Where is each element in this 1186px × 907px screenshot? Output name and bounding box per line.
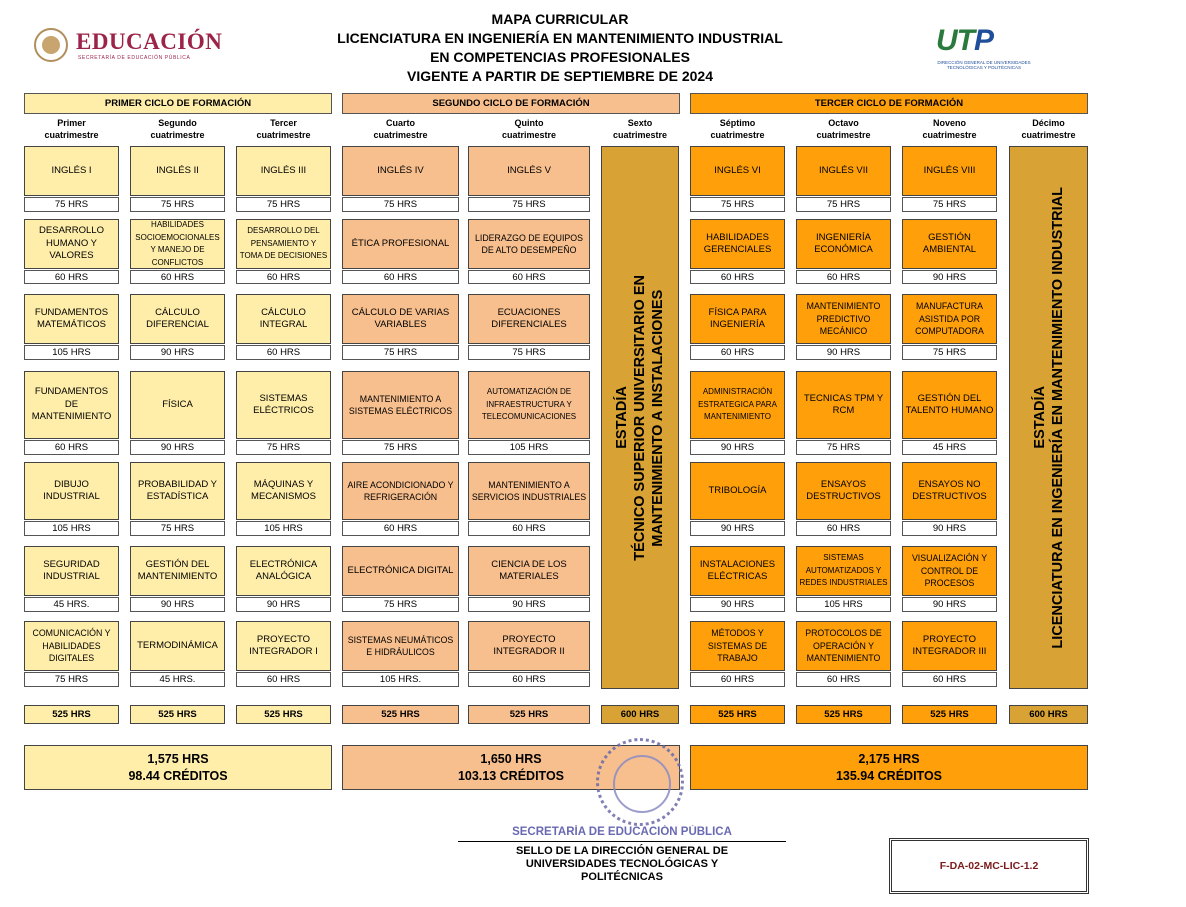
quarter-word: cuatrimestre: [816, 130, 871, 140]
summary-hours-3: 2,175 HRS: [858, 751, 920, 766]
subject-hours: 75 HRS: [236, 197, 331, 212]
subject-hours: 105 HRS: [236, 521, 331, 536]
internship-tsu-line-1: ESTADÍA: [614, 386, 630, 449]
subject-hours: 60 HRS: [236, 345, 331, 360]
internship-tsu: [601, 146, 679, 689]
subject-cell: PROBABILIDAD Y ESTADÍSTICA: [130, 462, 225, 520]
subject-cell: PROTOCOLOS DE OPERACIÓN Y MANTENIMIENTO: [796, 621, 891, 671]
subject-hours: 105 HRS.: [342, 672, 459, 687]
subject-cell: DESARROLLO HUMANO Y VALORES: [24, 219, 119, 269]
subject-cell: AUTOMATIZACIÓN DE INFRAESTRUCTURA Y TELECOMUNICACIONES: [468, 371, 590, 439]
subject-hours: 90 HRS: [236, 597, 331, 612]
subject-cell: INGENIERÍA ECONÓMICA: [796, 219, 891, 269]
quarter-word: cuatrimestre: [922, 130, 977, 140]
subject-cell: INGLÉS II: [130, 146, 225, 196]
quarter-ordinal: Primer: [57, 118, 86, 128]
subject-cell: INGLÉS VIII: [902, 146, 997, 196]
subject-cell: ELECTRÓNICA ANALÓGICA: [236, 546, 331, 596]
subject-hours: 60 HRS: [468, 270, 590, 284]
quarter-word: cuatrimestre: [150, 130, 205, 140]
quarter-ordinal: Tercer: [270, 118, 297, 128]
subject-cell: INSTALACIONES ELÉCTRICAS: [690, 546, 785, 596]
summary-hours-2: 1,650 HRS: [480, 751, 542, 766]
quarter-total-hours: 600 HRS: [1009, 705, 1088, 724]
utp-logo: [932, 24, 1036, 74]
subject-hours: 60 HRS: [902, 672, 997, 687]
subject-cell: FUNDAMENTOS MATEMÁTICOS: [24, 294, 119, 344]
sep-logo-word: EDUCACIÓN: [76, 29, 223, 54]
quarter-header: [796, 117, 891, 141]
subject-cell: FUNDAMENTOS DE MANTENIMIENTO: [24, 371, 119, 439]
quarter-word: cuatrimestre: [256, 130, 311, 140]
quarter-header: [342, 117, 459, 141]
subject-cell: PROYECTO INTEGRADOR III: [902, 621, 997, 671]
subject-cell: DIBUJO INDUSTRIAL: [24, 462, 119, 520]
subject-cell: TERMODINÁMICA: [130, 621, 225, 671]
quarter-total-hours: 600 HRS: [601, 705, 679, 724]
subject-hours: 60 HRS: [24, 270, 119, 284]
subject-hours: 45 HRS.: [130, 672, 225, 687]
quarter-word: cuatrimestre: [710, 130, 765, 140]
subject-cell: TRIBOLOGÍA: [690, 462, 785, 520]
quarter-ordinal: Décimo: [1032, 118, 1065, 128]
internship-tsu-line-3: MANTENIMIENTO A INSTALACIONES: [650, 289, 666, 546]
title-line-2: LICENCIATURA EN INGENIERÍA EN MANTENIMIENTO INDUSTRIAL: [337, 30, 783, 46]
subject-hours: 75 HRS: [902, 345, 997, 360]
subject-hours: 90 HRS: [690, 440, 785, 455]
subject-cell: FÍSICA: [130, 371, 225, 439]
subject-cell: CÁLCULO INTEGRAL: [236, 294, 331, 344]
seal-caption-line-2: UNIVERSIDADES TECNOLÓGICAS Y: [525, 858, 719, 870]
subject-cell: ENSAYOS NO DESTRUCTIVOS: [902, 462, 997, 520]
quarter-word: cuatrimestre: [1021, 130, 1076, 140]
subject-cell: LIDERAZGO DE EQUIPOS DE ALTO DESEMPEÑO: [468, 219, 590, 269]
subject-hours: 60 HRS: [24, 440, 119, 455]
subject-cell: TECNICAS TPM Y RCM: [796, 371, 891, 439]
subject-cell: COMUNICACIÓN Y HABILIDADES DIGITALES: [24, 621, 119, 671]
subject-cell: AIRE ACONDICIONADO Y REFRIGERACIÓN: [342, 462, 459, 520]
subject-hours: 75 HRS: [130, 521, 225, 536]
subject-cell: CÁLCULO DE VARIAS VARIABLES: [342, 294, 459, 344]
subject-hours: 105 HRS: [24, 521, 119, 536]
subject-cell: GESTIÓN AMBIENTAL: [902, 219, 997, 269]
subject-hours: 75 HRS: [342, 597, 459, 612]
document-title: [290, 10, 830, 86]
quarter-header: [601, 117, 679, 141]
subject-cell: INGLÉS V: [468, 146, 590, 196]
quarter-ordinal: Octavo: [828, 118, 859, 128]
quarter-header: [690, 117, 785, 141]
subject-cell: HABILIDADES SOCIOEMOCIONALES Y MANEJO DE CONFLICTOS: [130, 219, 225, 269]
subject-cell: MÁQUINAS Y MECANISMOS: [236, 462, 331, 520]
quarter-total-hours: 525 HRS: [236, 705, 331, 724]
quarter-header: [236, 117, 331, 141]
summary-credits-2: 103.13 CRÉDITOS: [457, 768, 565, 783]
national-seal-icon: [34, 28, 68, 62]
summary-cycle-3: [690, 745, 1088, 790]
stamp-organization: [458, 822, 786, 840]
subject-hours: 75 HRS: [468, 345, 590, 360]
subject-hours: 45 HRS.: [24, 597, 119, 612]
subject-cell: PROYECTO INTEGRADOR I: [236, 621, 331, 671]
subject-hours: 90 HRS: [690, 521, 785, 536]
subject-cell: PROYECTO INTEGRADOR II: [468, 621, 590, 671]
subject-hours: 75 HRS: [690, 197, 785, 212]
subject-hours: 75 HRS: [342, 345, 459, 360]
subject-hours: 105 HRS: [796, 597, 891, 612]
document-code: F-DA-02-MC-LIC-1.2: [889, 838, 1089, 894]
subject-cell: ELECTRÓNICA DIGITAL: [342, 546, 459, 596]
subject-hours: 60 HRS: [796, 672, 891, 687]
subject-hours: 90 HRS: [902, 521, 997, 536]
summary-hours-1: 1,575 HRS: [147, 751, 209, 766]
quarter-header: [1009, 117, 1088, 141]
sep-logo-subtitle: SECRETARÍA DE EDUCACIÓN PÚBLICA: [78, 55, 191, 61]
quarter-total-hours: 525 HRS: [24, 705, 119, 724]
subject-cell: ENSAYOS DESTRUCTIVOS: [796, 462, 891, 520]
quarter-ordinal: Noveno: [932, 118, 966, 128]
subject-cell: INGLÉS VII: [796, 146, 891, 196]
subject-cell: VISUALIZACIÓN Y CONTROL DE PROCESOS: [902, 546, 997, 596]
subject-cell: GESTIÓN DEL TALENTO HUMANO: [902, 371, 997, 439]
quarter-header: [468, 117, 590, 141]
subject-cell: GESTIÓN DEL MANTENIMIENTO: [130, 546, 225, 596]
subject-hours: 45 HRS: [902, 440, 997, 455]
cycle-header-2: SEGUNDO CICLO DE FORMACIÓN: [342, 93, 680, 114]
internship-tsu-line-2: TÉCNICO SUPERIOR UNIVERSITARIO EN: [632, 274, 648, 561]
quarter-word: cuatrimestre: [612, 130, 668, 140]
title-line-1: MAPA CURRICULAR: [491, 11, 629, 27]
internship-lic-label: [1031, 187, 1067, 649]
seal-caption-line-3: POLITÉCNICAS: [581, 871, 663, 883]
quarter-total-hours: 525 HRS: [130, 705, 225, 724]
quarter-total-hours: 525 HRS: [468, 705, 590, 724]
stamp-organization-text: SECRETARÍA DE EDUCACIÓN PÚBLICA: [512, 826, 732, 838]
summary-credits-1: 98.44 CRÉDITOS: [128, 768, 228, 783]
quarter-word: cuatrimestre: [373, 130, 428, 140]
subject-cell: SISTEMAS ELÉCTRICOS: [236, 371, 331, 439]
subject-hours: 90 HRS: [130, 440, 225, 455]
quarter-ordinal: Séptimo: [719, 118, 756, 128]
subject-hours: 90 HRS: [690, 597, 785, 612]
summary-cycle-1: [24, 745, 332, 790]
subject-hours: 75 HRS: [902, 197, 997, 212]
internship-lic-line-1: ESTADÍA: [1031, 386, 1048, 449]
sep-logo: [30, 26, 230, 68]
subject-hours: 75 HRS: [468, 197, 590, 212]
quarter-total-hours: 525 HRS: [796, 705, 891, 724]
subject-hours: 60 HRS: [342, 270, 459, 284]
quarter-ordinal: Quinto: [514, 118, 544, 128]
subject-hours: 75 HRS: [342, 197, 459, 212]
subject-hours: 75 HRS: [796, 197, 891, 212]
subject-hours: 90 HRS: [130, 345, 225, 360]
subject-hours: 75 HRS: [24, 197, 119, 212]
subject-hours: 60 HRS: [236, 270, 331, 284]
subject-cell: MANUFACTURA ASISTIDA POR COMPUTADORA: [902, 294, 997, 344]
subject-hours: 60 HRS: [690, 672, 785, 687]
subject-cell: SEGURIDAD INDUSTRIAL: [24, 546, 119, 596]
quarter-header: [130, 117, 225, 141]
quarter-header: [24, 117, 119, 141]
subject-cell: SISTEMAS NEUMÁTICOS E HIDRÁULICOS: [342, 621, 459, 671]
subject-cell: INGLÉS III: [236, 146, 331, 196]
title-line-3: EN COMPETENCIAS PROFESIONALES: [430, 49, 690, 65]
subject-hours: 75 HRS: [236, 440, 331, 455]
subject-cell: MANTENIMIENTO A SISTEMAS ELÉCTRICOS: [342, 371, 459, 439]
internship-tsu-label: [613, 275, 667, 561]
subject-cell: CÁLCULO DIFERENCIAL: [130, 294, 225, 344]
subject-hours: 75 HRS: [24, 672, 119, 687]
quarter-ordinal: Sexto: [627, 118, 653, 128]
subject-hours: 60 HRS: [796, 521, 891, 536]
subject-hours: 90 HRS: [902, 270, 997, 284]
subject-cell: MANTENIMIENTO PREDICTIVO MECÁNICO: [796, 294, 891, 344]
subject-cell: FÍSICA PARA INGENIERÍA: [690, 294, 785, 344]
subject-hours: 60 HRS: [468, 672, 590, 687]
subject-hours: 60 HRS: [690, 270, 785, 284]
subject-hours: 60 HRS: [236, 672, 331, 687]
subject-cell: CIENCIA DE LOS MATERIALES: [468, 546, 590, 596]
subject-cell: ÉTICA PROFESIONAL: [342, 219, 459, 269]
subject-hours: 60 HRS: [690, 345, 785, 360]
quarter-word: cuatrimestre: [44, 130, 99, 140]
quarter-ordinal: Cuarto: [386, 118, 415, 128]
subject-hours: 105 HRS: [468, 440, 590, 455]
quarter-total-hours: 525 HRS: [902, 705, 997, 724]
subject-hours: 60 HRS: [342, 521, 459, 536]
subject-hours: 105 HRS: [24, 345, 119, 360]
subject-hours: 90 HRS: [130, 597, 225, 612]
subject-hours: 60 HRS: [468, 521, 590, 536]
subject-cell: HABILIDADES GERENCIALES: [690, 219, 785, 269]
subject-hours: 60 HRS: [796, 270, 891, 284]
subject-hours: 90 HRS: [902, 597, 997, 612]
internship-lic-line-2: LICENCIATURA EN INGENIERÍA EN MANTENIMIENTO INDUSTRIAL: [1049, 186, 1066, 649]
seal-caption: [470, 845, 774, 884]
quarter-header: [902, 117, 997, 141]
quarter-ordinal: Segundo: [158, 118, 197, 128]
subject-cell: INGLÉS IV: [342, 146, 459, 196]
cycle-header-1: PRIMER CICLO DE FORMACIÓN: [24, 93, 332, 114]
quarter-word: cuatrimestre: [501, 130, 557, 140]
utp-logo-word-a: UT: [936, 24, 974, 57]
subject-cell: DESARROLLO DEL PENSAMIENTO Y TOMA DE DECISIONES: [236, 219, 331, 269]
subject-hours: 75 HRS: [796, 440, 891, 455]
subject-hours: 60 HRS: [130, 270, 225, 284]
utp-logo-word: [936, 24, 993, 58]
quarter-total-hours: 525 HRS: [342, 705, 459, 724]
summary-credits-3: 135.94 CRÉDITOS: [835, 768, 943, 783]
internship-lic: [1009, 146, 1088, 689]
utp-logo-subtitle: DIRECCIÓN GENERAL DE UNIVERSIDADES TECNOLÓGICAS Y POLITÉCNICAS: [937, 60, 1031, 70]
cycle-header-3: TERCER CICLO DE FORMACIÓN: [690, 93, 1088, 114]
signature-line: [458, 841, 786, 842]
subject-cell: INGLÉS VI: [690, 146, 785, 196]
subject-cell: MANTENIMIENTO A SERVICIOS INDUSTRIALES: [468, 462, 590, 520]
subject-hours: 90 HRS: [468, 597, 590, 612]
subject-cell: INGLÉS I: [24, 146, 119, 196]
quarter-total-hours: 525 HRS: [690, 705, 785, 724]
official-stamp-icon: [596, 738, 684, 826]
subject-hours: 75 HRS: [130, 197, 225, 212]
subject-cell: SISTEMAS AUTOMATIZADOS Y REDES INDUSTRIALES: [796, 546, 891, 596]
utp-logo-word-b: P: [974, 24, 994, 57]
subject-hours: 90 HRS: [796, 345, 891, 360]
subject-hours: 75 HRS: [342, 440, 459, 455]
seal-caption-line-1: SELLO DE LA DIRECCIÓN GENERAL DE: [515, 845, 729, 857]
subject-cell: ECUACIONES DIFERENCIALES: [468, 294, 590, 344]
subject-cell: ADMINISTRACIÓN ESTRATEGICA PARA MANTENIMIENTO: [690, 371, 785, 439]
title-line-4: VIGENTE A PARTIR DE SEPTIEMBRE DE 2024: [407, 68, 713, 84]
subject-cell: MÉTODOS Y SISTEMAS DE TRABAJO: [690, 621, 785, 671]
